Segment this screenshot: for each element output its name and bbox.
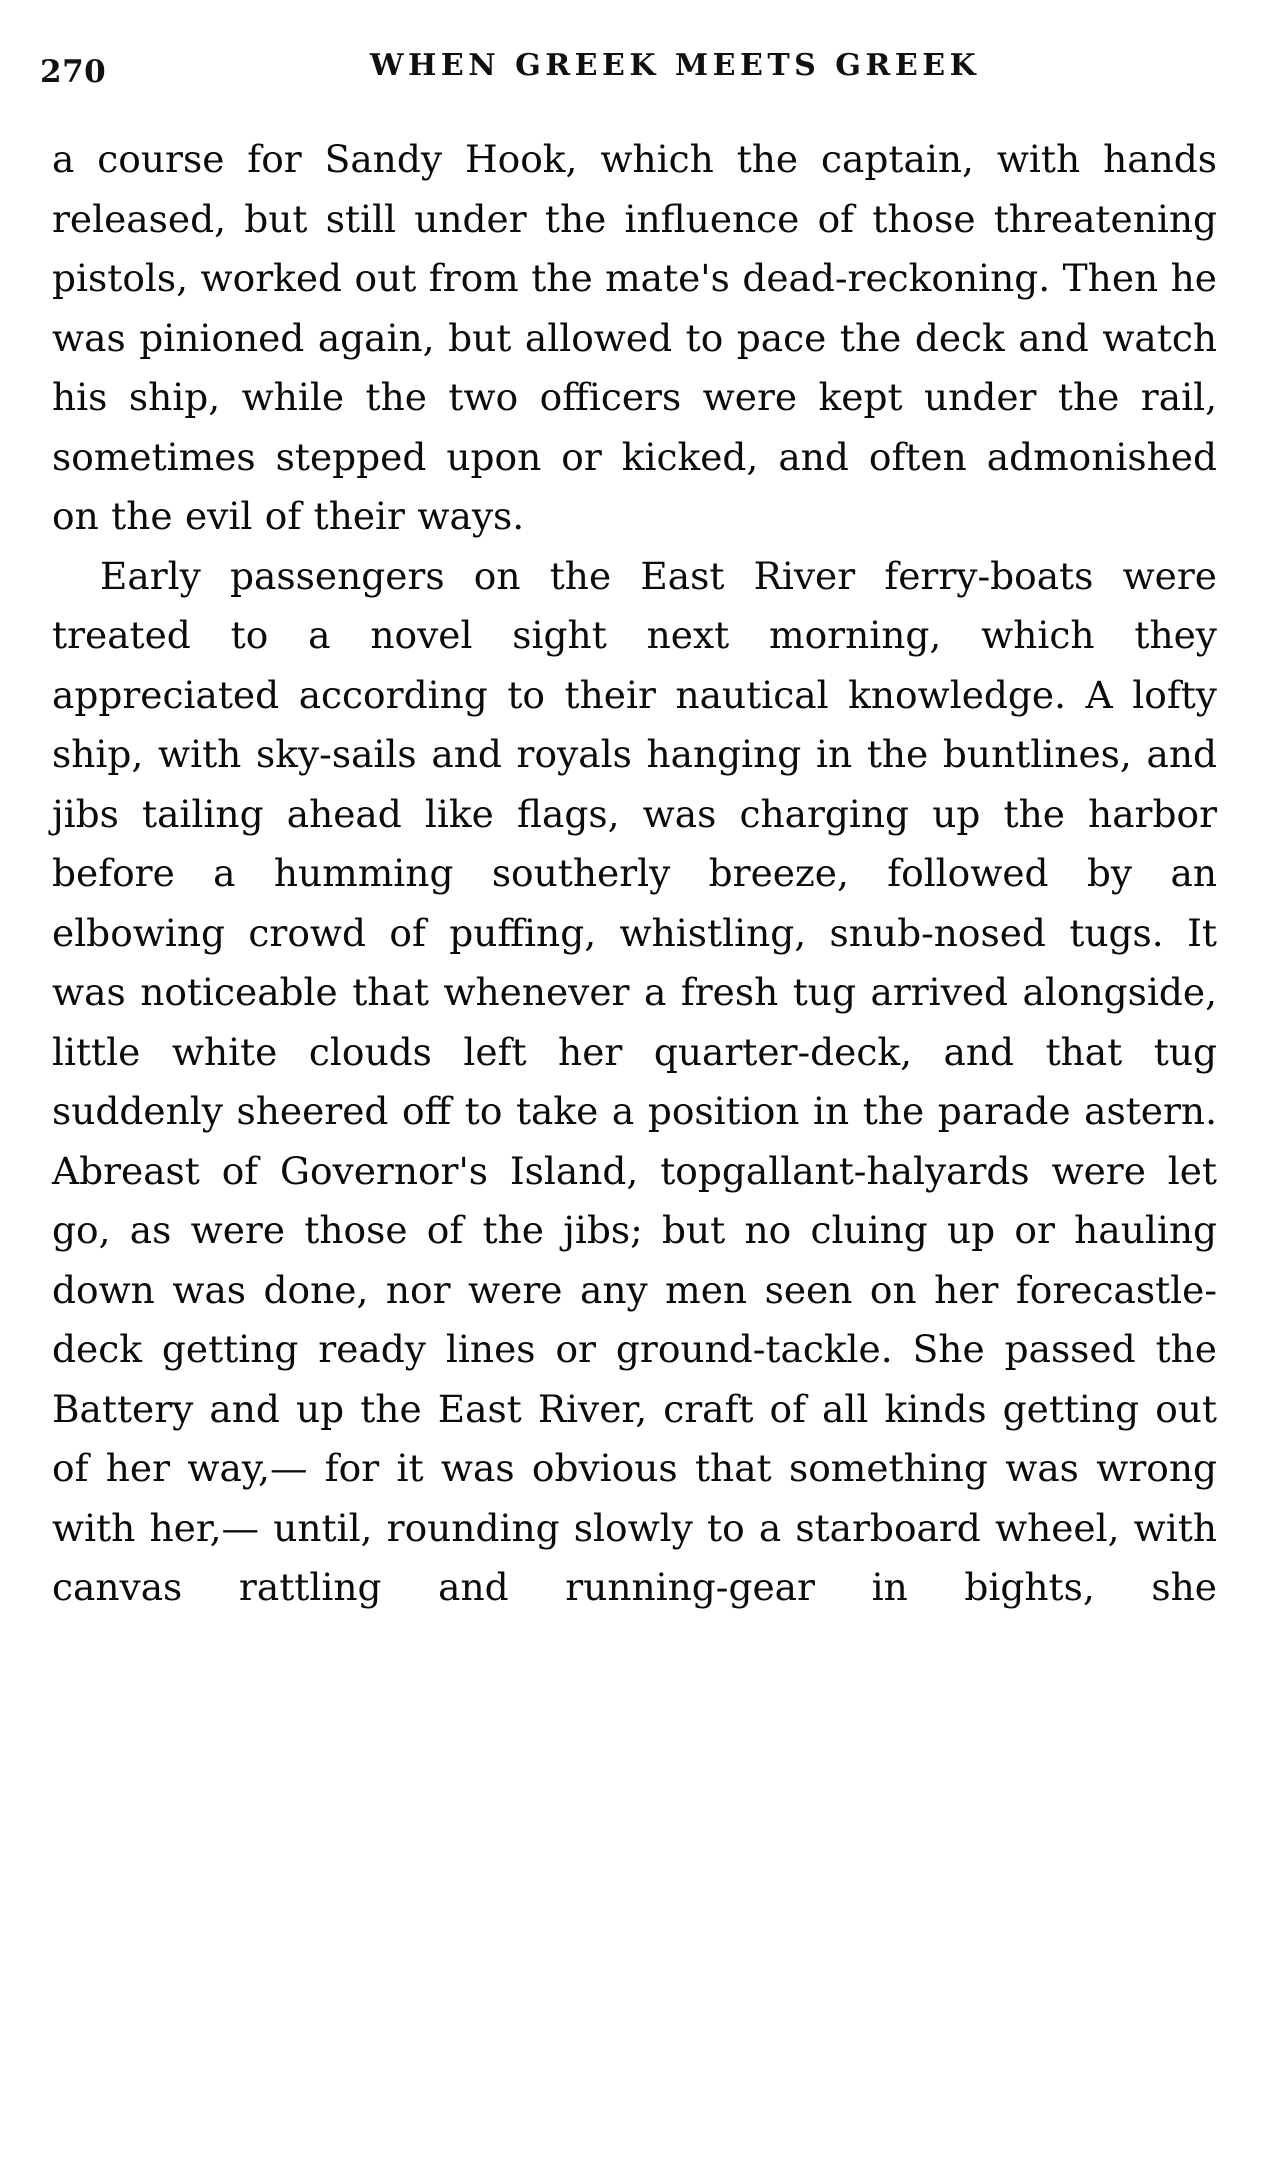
running-head: WHEN GREEK MEETS GREEK: [369, 48, 981, 83]
page-number: 270: [40, 54, 107, 90]
paragraph: Early passengers on the East River ferry-boats were treated to a novel sight next morning, which they appreciated according to their nautical knowledge. A lofty ship, with sky-sails and royals hanging in the buntlines, and jibs tailing ahead like flags, was charging up the harbor before a humming southerly breeze, followed by an elbowing crowd of puffing, whistling, snub-nosed tugs. It was noticeable that whenever a fresh tug arrived alongside, little white clouds left her quarter-deck, and that tug suddenly sheered off to take a position in the parade astern. Abreast of Governor's Island, topgallant-halyards were let go, as were those of the jibs; but no cluing up or hauling down was done, nor were any men seen on her forecastle-deck getting ready lines or ground-tackle. She passed the Battery and up the East River, craft of all kinds getting out of her way,— for it was obvious that something was wrong with her,— until, rounding slowly to a starboard wheel, with canvas rattling and running-gear in bights, she: [52, 553, 1217, 1609]
book-page: [0, 36, 1280, 2168]
page-header: [0, 36, 1280, 96]
page-body: [52, 130, 1217, 1618]
paragraph: a course for Sandy Hook, which the captain, with hands released, but still under the influence of those threatening pistols, worked out from the mate's dead-reckoning. Then he was pinioned again, but allowed to pace the deck and watch his ship, while the two officers were kept under the rail, sometimes stepped upon or kicked, and often admonished on the evil of their ways.: [52, 137, 1217, 538]
